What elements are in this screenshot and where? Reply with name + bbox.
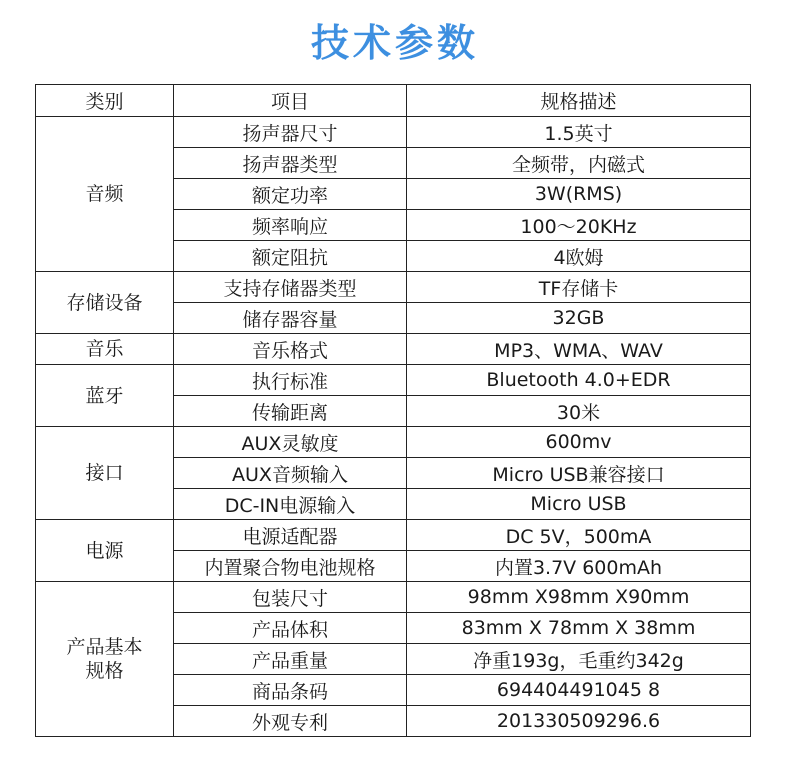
category-cell: 音乐 <box>36 334 174 365</box>
item-cell: 电源适配器 <box>174 520 407 551</box>
spec-cell: 内置3.7V 600mAh <box>407 551 751 582</box>
spec-cell: 600mv <box>407 427 751 458</box>
item-cell: 产品重量 <box>174 644 407 675</box>
item-cell: 储存器容量 <box>174 303 407 334</box>
spec-cell: 201330509296.6 <box>407 706 751 737</box>
item-cell: 产品体积 <box>174 613 407 644</box>
item-cell: 外观专利 <box>174 706 407 737</box>
item-cell: 内置聚合物电池规格 <box>174 551 407 582</box>
spec-cell: 4欧姆 <box>407 241 751 272</box>
item-cell: 额定功率 <box>174 179 407 210</box>
spec-cell: 3W(RMS) <box>407 179 751 210</box>
spec-cell: MP3、WMA、WAV <box>407 334 751 365</box>
category-cell: 电源 <box>36 520 174 582</box>
category-cell: 音频 <box>36 117 174 272</box>
item-cell: 额定阻抗 <box>174 241 407 272</box>
spec-cell: TF存储卡 <box>407 272 751 303</box>
spec-cell: Micro USB兼容接口 <box>407 458 751 489</box>
category-cell: 蓝牙 <box>36 365 174 427</box>
item-cell: 执行标准 <box>174 365 407 396</box>
item-cell: 扬声器尺寸 <box>174 117 407 148</box>
table-row <box>36 427 751 458</box>
table-row <box>36 117 751 148</box>
item-cell: 扬声器类型 <box>174 148 407 179</box>
item-cell: 包装尺寸 <box>174 582 407 613</box>
spec-cell: 全频带，内磁式 <box>407 148 751 179</box>
item-cell: 支持存储器类型 <box>174 272 407 303</box>
table-row <box>36 582 751 613</box>
item-cell: AUX音频输入 <box>174 458 407 489</box>
spec-cell: Micro USB <box>407 489 751 520</box>
category-cell: 存储设备 <box>36 272 174 334</box>
item-cell: 传输距离 <box>174 396 407 427</box>
header-spec: 规格描述 <box>407 85 751 117</box>
spec-table <box>35 84 751 737</box>
item-cell: AUX灵敏度 <box>174 427 407 458</box>
table-row <box>36 334 751 365</box>
item-cell: 音乐格式 <box>174 334 407 365</box>
spec-cell: 98mm X98mm X90mm <box>407 582 751 613</box>
category-line: 产品基本 <box>66 636 143 658</box>
item-cell: DC-IN电源输入 <box>174 489 407 520</box>
spec-cell: DC 5V，500mA <box>407 520 751 551</box>
spec-cell: 1.5英寸 <box>407 117 751 148</box>
spec-cell: 694404491045 8 <box>407 675 751 706</box>
spec-cell: 32GB <box>407 303 751 334</box>
category-line: 规格 <box>85 660 124 682</box>
spec-cell: 净重193g，毛重约342g <box>407 644 751 675</box>
spec-cell: 100～20KHz <box>407 210 751 241</box>
category-cell <box>36 582 174 737</box>
header-item: 项目 <box>174 85 407 117</box>
category-cell: 接口 <box>36 427 174 520</box>
item-cell: 商品条码 <box>174 675 407 706</box>
table-row <box>36 272 751 303</box>
table-row <box>36 520 751 551</box>
item-cell: 频率响应 <box>174 210 407 241</box>
spec-cell: Bluetooth 4.0+EDR <box>407 365 751 396</box>
spec-cell: 30米 <box>407 396 751 427</box>
page-title: 技术参数 <box>310 21 479 65</box>
table-header-row <box>36 85 751 117</box>
spec-cell: 83mm X 78mm X 38mm <box>407 613 751 644</box>
table-row <box>36 365 751 396</box>
header-category: 类别 <box>36 85 174 117</box>
